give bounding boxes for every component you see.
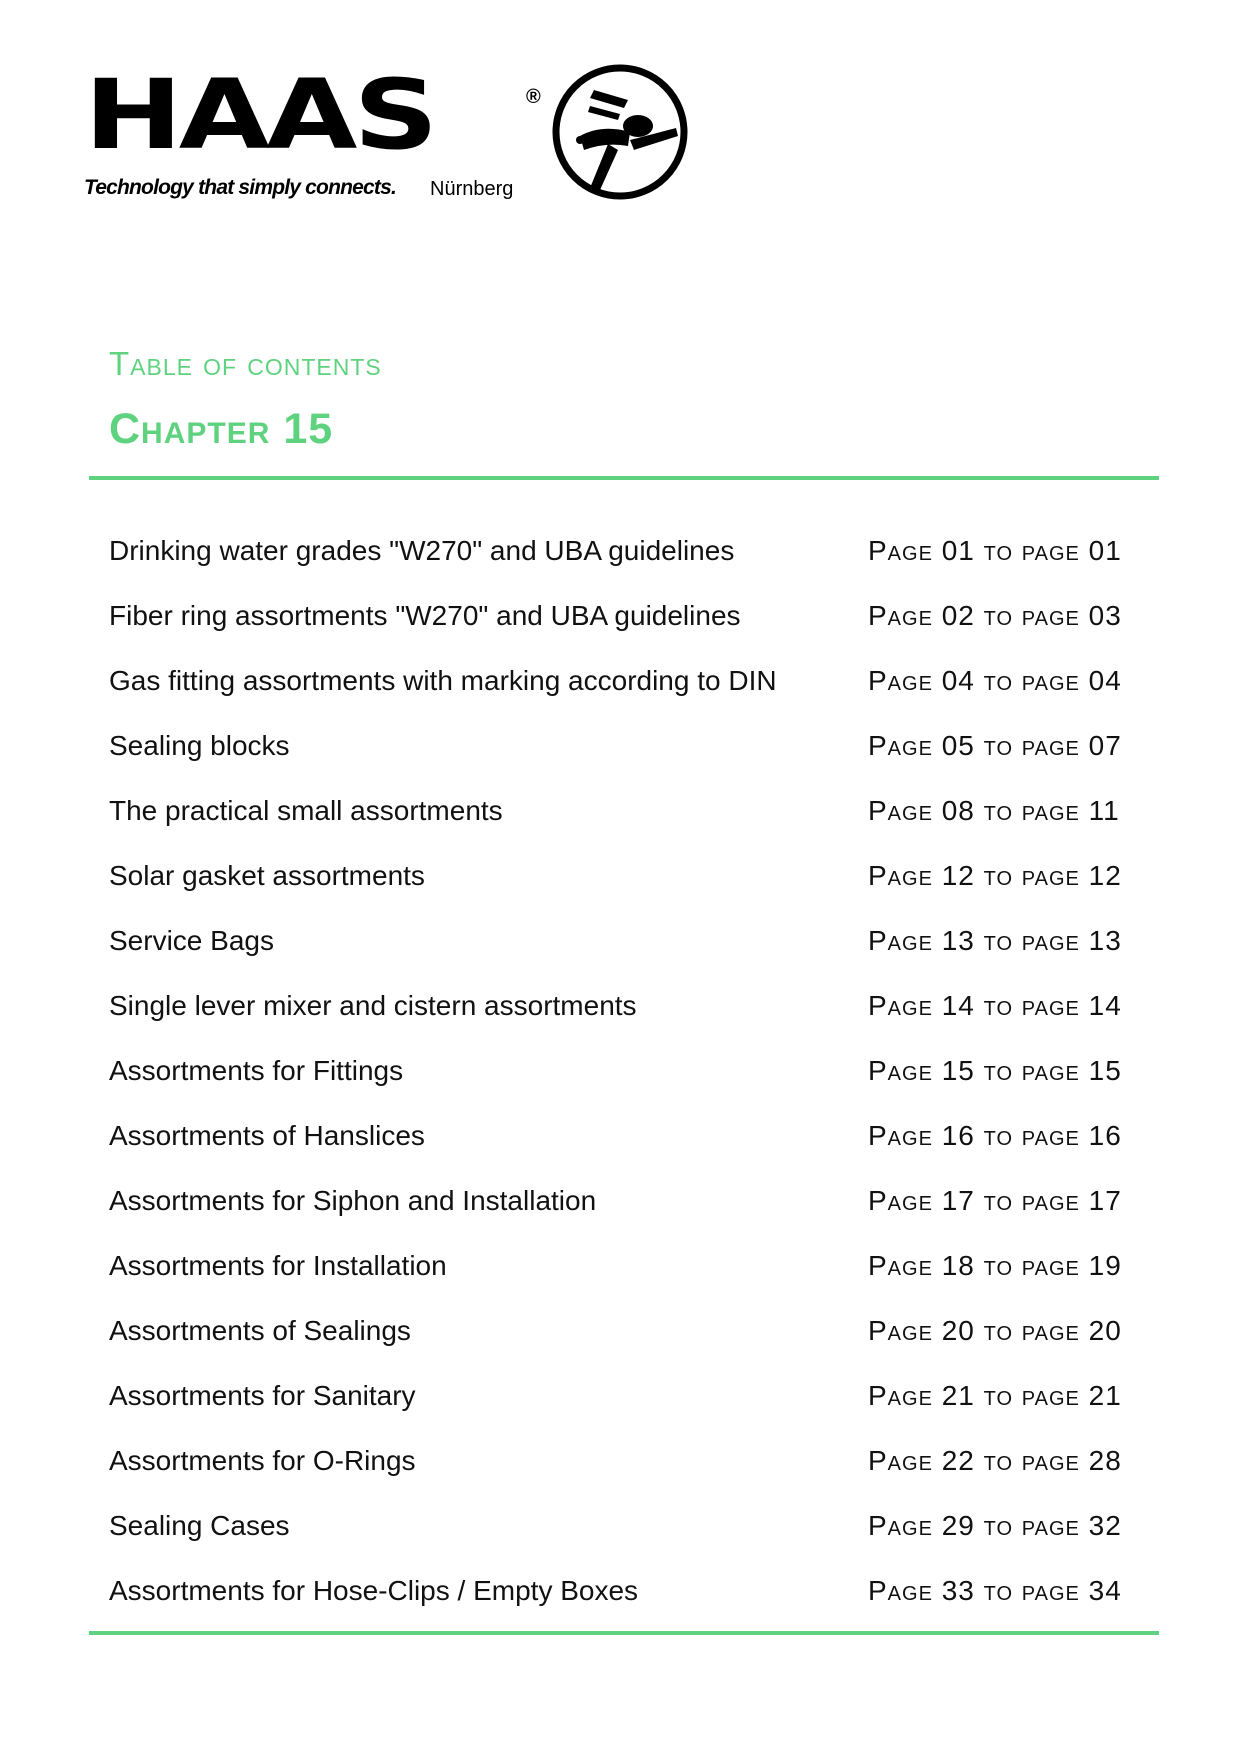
toc-entry: [109, 1562, 1139, 1627]
toc-entry-pages: Page 17 to page 17: [868, 1185, 1122, 1216]
toc-entry-pages: Page 12 to page 12: [868, 860, 1122, 891]
toc-entry-title: Service Bags: [109, 925, 274, 956]
chapter-title: Chapter 15: [109, 405, 334, 453]
toc-entry-pages: Page 05 to page 07: [868, 730, 1122, 761]
toc-entry-title: Sealing blocks: [109, 730, 290, 761]
toc-entry: [109, 847, 1139, 912]
logo-tagline: Technology that simply connects.: [84, 176, 397, 199]
toc-entry: [109, 1237, 1139, 1302]
toc-entry: [109, 977, 1139, 1042]
toc-entry: [109, 717, 1139, 782]
toc-entry-title: Single lever mixer and cistern assortments: [109, 990, 637, 1021]
toc-entry-pages: Page 14 to page 14: [868, 990, 1122, 1021]
toc-entry-title: Assortments for Installation: [109, 1250, 447, 1281]
rabbit-circle-icon: [550, 62, 690, 202]
toc-heading: Table of contents: [109, 345, 382, 382]
registered-mark: ®: [526, 86, 541, 108]
logo-city: Nürnberg: [430, 178, 514, 200]
toc-entry-pages: Page 15 to page 15: [868, 1055, 1122, 1086]
toc-entry-title: Assortments for O-Rings: [109, 1445, 416, 1476]
toc-entry-pages: Page 20 to page 20: [868, 1315, 1122, 1346]
toc-entry-pages: Page 29 to page 32: [868, 1510, 1122, 1541]
toc-entry: [109, 1497, 1139, 1562]
logo-wordmark: HAAS: [84, 57, 435, 171]
toc-entry-title: Gas fitting assortments with marking according to DIN: [109, 665, 777, 696]
company-logo: [84, 57, 704, 212]
toc-entry-title: Solar gasket assortments: [109, 860, 425, 891]
toc-entry-title: Fiber ring assortments "W270" and UBA guidelines: [109, 600, 741, 631]
toc-entry: [109, 1172, 1139, 1237]
toc-entry: [109, 1042, 1139, 1107]
toc-entry-title: Assortments for Hose-Clips / Empty Boxes: [109, 1575, 639, 1606]
toc-entry-title: Assortments for Siphon and Installation: [109, 1185, 597, 1216]
toc-entry-pages: Page 21 to page 21: [868, 1380, 1122, 1411]
toc-list: [109, 522, 1139, 1627]
toc-entry-pages: Page 18 to page 19: [868, 1250, 1122, 1281]
toc-entry-pages: Page 04 to page 04: [868, 665, 1122, 696]
toc-entry: [109, 522, 1139, 587]
toc-entry-pages: Page 02 to page 03: [868, 600, 1122, 631]
toc-entry-pages: Page 13 to page 13: [868, 925, 1122, 956]
toc-entry: [109, 587, 1139, 652]
toc-entry: [109, 1107, 1139, 1172]
toc-entry-title: The practical small assortments: [109, 795, 503, 826]
toc-entry: [109, 782, 1139, 847]
toc-entry-title: Drinking water grades "W270" and UBA guidelines: [109, 535, 735, 566]
toc-entry-title: Assortments for Fittings: [109, 1055, 404, 1086]
toc-entry-pages: Page 01 to page 01: [868, 535, 1122, 566]
toc-entry: [109, 912, 1139, 977]
toc-entry-pages: Page 33 to page 34: [868, 1575, 1122, 1606]
toc-entry-title: Assortments of Sealings: [109, 1315, 411, 1346]
bottom-divider: [89, 1631, 1159, 1635]
toc-entry-title: Assortments of Hanslices: [109, 1120, 425, 1151]
toc-entry-pages: Page 08 to page 11: [868, 795, 1120, 826]
toc-entry: [109, 1432, 1139, 1497]
toc-entry: [109, 652, 1139, 717]
toc-entry: [109, 1302, 1139, 1367]
toc-entry-title: Sealing Cases: [109, 1510, 290, 1541]
toc-entry-pages: Page 16 to page 16: [868, 1120, 1122, 1151]
toc-entry: [109, 1367, 1139, 1432]
toc-entry-title: Assortments for Sanitary: [109, 1380, 416, 1411]
toc-entry-pages: Page 22 to page 28: [868, 1445, 1122, 1476]
top-divider: [89, 476, 1159, 480]
